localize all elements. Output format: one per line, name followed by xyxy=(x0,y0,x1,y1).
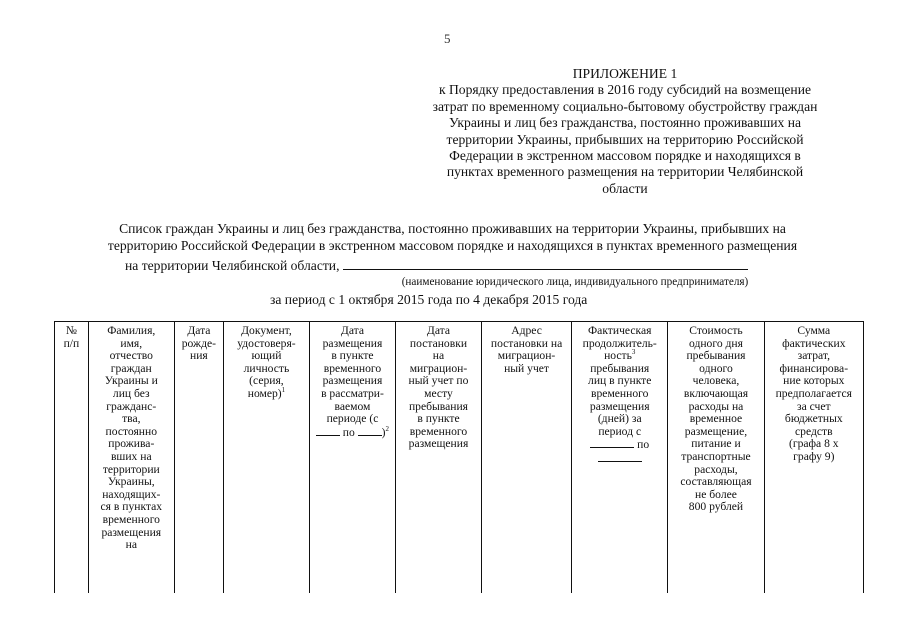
appendix-line: затрат по временному социально-бытовому обустройству граждан xyxy=(432,98,818,114)
appendix-title: ПРИЛОЖЕНИЕ 1 xyxy=(572,66,678,81)
header-line: (графа 8 х xyxy=(788,437,839,451)
header-text: по xyxy=(339,425,358,439)
header-line: ваемом xyxy=(334,399,371,413)
column-header-registration-date xyxy=(395,322,481,594)
date-blank xyxy=(598,452,642,462)
header-line: размещения xyxy=(101,525,162,539)
list-title-line: территорию Российской Федерации в экстренном массовом порядке и находящихся в пунктах временного размещения xyxy=(107,237,798,253)
header-line: Украины и xyxy=(104,374,158,388)
footnote-mark: 2 xyxy=(385,424,390,433)
header-line: пребывания xyxy=(408,399,468,413)
header-line: ность$^3$ xyxy=(604,348,636,363)
header-line: 800 рублей xyxy=(688,500,744,514)
header-line: лиц в пункте xyxy=(588,374,652,388)
header-line: временного xyxy=(409,424,468,438)
header-line: отчество xyxy=(109,349,153,363)
header-line: Дата xyxy=(340,324,365,337)
header-line: размещения xyxy=(322,336,383,350)
header-line: (серия, xyxy=(249,374,284,388)
header-line: пребывания xyxy=(686,349,746,363)
organization-name-blank[interactable] xyxy=(343,257,748,270)
header-line: имя, xyxy=(120,336,143,350)
header-line: п/п xyxy=(63,336,80,350)
header-line: миграцион- xyxy=(409,361,468,375)
header-line: размещения xyxy=(322,374,383,388)
header-line: периоде (с xyxy=(326,412,379,426)
header-line: размещения xyxy=(589,399,650,413)
appendix-header xyxy=(405,66,845,197)
header-line: продолжитель- xyxy=(582,336,657,350)
header-line: постановки на xyxy=(490,336,563,350)
header-line xyxy=(574,438,665,452)
header-line: миграцион- xyxy=(497,349,556,363)
header-line: человека, xyxy=(692,374,740,388)
header-line: составляющая xyxy=(680,475,752,489)
header-line: гражданс- xyxy=(106,399,157,413)
header-text: по xyxy=(634,438,650,452)
header-line: Украины, xyxy=(107,475,155,489)
list-title-line: Список граждан Украины и лиц без гражданства, постоянно проживавших на территории Украины, прибывших на xyxy=(119,221,786,236)
date-blank xyxy=(358,426,382,436)
header-line: ный учет xyxy=(504,361,549,375)
header-line: рожде- xyxy=(181,336,216,350)
header-line: финансирова- xyxy=(779,361,849,375)
appendix-line: Украины и лиц без гражданства, постоянно проживавших на xyxy=(449,115,801,131)
header-line: постановки xyxy=(409,336,468,350)
header-line: территории xyxy=(102,462,160,476)
organization-hint: (наименование юридического лица, индивидуального предпринимателя) xyxy=(401,276,749,288)
header-line: ющий xyxy=(251,349,282,363)
header-line: вших на xyxy=(110,449,152,463)
organization-line xyxy=(125,257,748,274)
page-number: 5 xyxy=(444,31,451,46)
footnote-mark: 1 xyxy=(281,386,286,395)
appendix-line: к Порядку предоставления в 2016 году субсидий на возмещение xyxy=(438,82,812,98)
header-line: не более xyxy=(695,487,737,501)
header-line: графу 9) xyxy=(793,449,835,463)
header-line: личность xyxy=(243,361,290,375)
header-line: Стоимость xyxy=(689,324,743,337)
header-line: включающая xyxy=(683,386,749,400)
header-line: одного xyxy=(699,361,733,375)
appendix-line: пунктах временного размещения на территории Челябинской xyxy=(446,164,804,180)
reporting-period: за период с 1 октября 2015 года по 4 декабря 2015 года xyxy=(270,292,588,307)
header-line: ный учет по xyxy=(408,374,469,388)
column-header-number xyxy=(55,322,89,594)
header-line: на xyxy=(432,349,445,363)
header-line: предполагается xyxy=(775,386,852,400)
column-header-full-name xyxy=(88,322,174,594)
header-line: находящих- xyxy=(102,487,161,501)
header-line: временного xyxy=(102,512,160,526)
header-line: тва, xyxy=(122,412,141,426)
header-line: в пункте xyxy=(331,349,374,363)
column-header-identity-document xyxy=(223,322,309,594)
header-line: расходы, xyxy=(694,462,738,476)
column-header-birth-date xyxy=(174,322,223,594)
date-blank xyxy=(316,426,340,436)
header-line: временного xyxy=(591,386,649,400)
header-line: ние которых xyxy=(783,374,845,388)
appendix-line: области xyxy=(602,180,648,196)
header-line: постоянно xyxy=(105,424,158,438)
header-line: транспортные xyxy=(681,449,751,463)
column-header-placement-date xyxy=(309,322,395,594)
header-line: временное xyxy=(689,412,743,426)
column-header-stay-duration xyxy=(572,322,668,594)
header-line xyxy=(312,426,393,440)
header-line: размещения xyxy=(408,437,469,451)
header-line: в пункте xyxy=(417,412,460,426)
list-title xyxy=(40,221,865,254)
footnote-mark: 3 xyxy=(631,348,636,357)
header-line: размещение, xyxy=(684,424,748,438)
header-line: (дней) за xyxy=(597,412,642,426)
date-blank xyxy=(590,438,634,448)
header-line: ся в пунктах xyxy=(100,500,163,514)
header-line: Документ, xyxy=(241,324,292,337)
header-line: прожива- xyxy=(108,437,155,451)
header-line: одного дня xyxy=(688,336,743,350)
header-line: удостоверя- xyxy=(237,336,296,350)
header-line: Дата xyxy=(187,324,211,337)
header-line: Фактическая xyxy=(588,324,652,337)
header-line: граждан xyxy=(110,361,152,375)
header-line: № xyxy=(65,324,77,337)
column-header-total-cost xyxy=(764,322,863,594)
header-line: средств xyxy=(795,424,833,438)
header-line: Адрес xyxy=(511,324,542,337)
header-line: лиц без xyxy=(112,386,150,400)
header-line: период с xyxy=(598,424,642,438)
header-line: бюджетных xyxy=(784,412,843,426)
header-line: Сумма xyxy=(797,324,831,337)
citizens-table xyxy=(54,321,864,593)
header-line: расходы на xyxy=(688,399,744,413)
table-header-row xyxy=(55,322,864,594)
header-line: на xyxy=(125,538,137,552)
header-line: временного xyxy=(323,361,382,375)
header-line: ния xyxy=(189,349,208,363)
header-line: номер)$^1$ xyxy=(247,386,286,400)
header-line: фактических xyxy=(782,336,846,350)
column-header-registration-address xyxy=(481,322,571,594)
header-line: пребывания xyxy=(590,361,650,375)
header-line: питание и xyxy=(691,437,741,451)
header-line xyxy=(574,452,665,466)
header-line: Фамилия, xyxy=(107,324,156,337)
list-title-last-line: на территории Челябинской области, xyxy=(125,258,340,273)
header-line: в рассматри- xyxy=(321,386,384,400)
header-line: Дата xyxy=(426,324,451,337)
header-line: месту xyxy=(424,386,453,400)
appendix-line: территории Украины, прибывших на территорию Российской xyxy=(446,131,804,147)
header-line: за счет xyxy=(797,399,831,413)
appendix-line: Федерации в экстренном массовом порядке и находящихся в xyxy=(449,148,801,164)
header-line: затрат, xyxy=(797,349,830,363)
header-text: ) xyxy=(381,425,386,439)
column-header-daily-cost xyxy=(668,322,764,594)
